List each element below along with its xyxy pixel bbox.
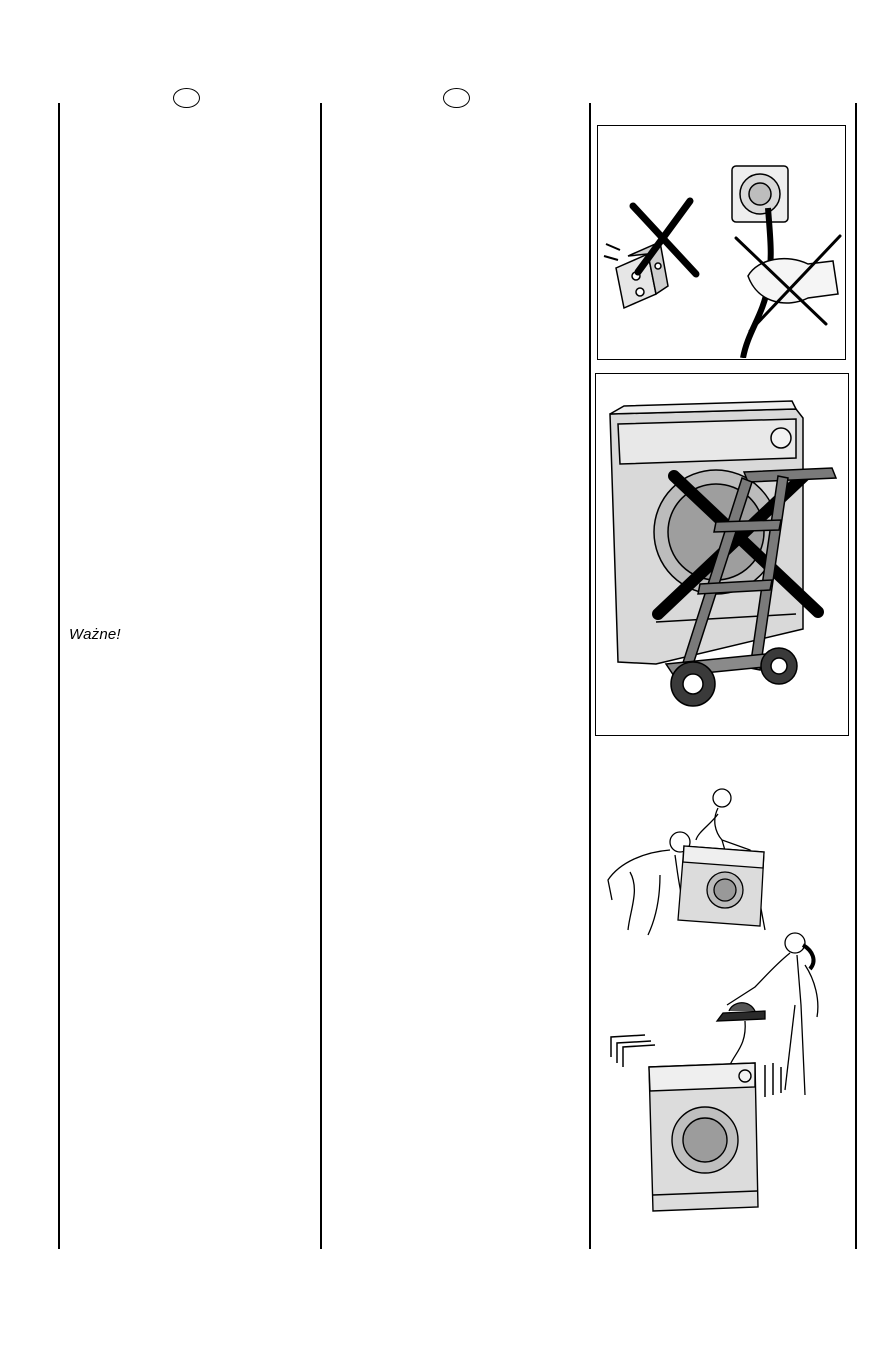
moving-illustration-area [600,780,800,940]
important-note-label: Ważne! [69,626,121,643]
washer-vibration-person-phone-illustration [605,925,845,1215]
column-rule-4 [855,103,857,1249]
no-trolley-transport-illustration [596,374,847,734]
plug-illustration-frame [597,125,846,360]
no-adapter-no-cord-pull-illustration [598,126,844,358]
vibration-illustration-area [605,925,845,1215]
trolley-illustration-frame [595,373,849,736]
language-marker-middle [443,88,470,108]
column-rule-3 [589,103,591,1249]
language-marker-left [173,88,200,108]
column-rule-1 [58,103,60,1249]
column-rule-2 [320,103,322,1249]
two-people-carrying-washer-illustration [600,780,800,940]
